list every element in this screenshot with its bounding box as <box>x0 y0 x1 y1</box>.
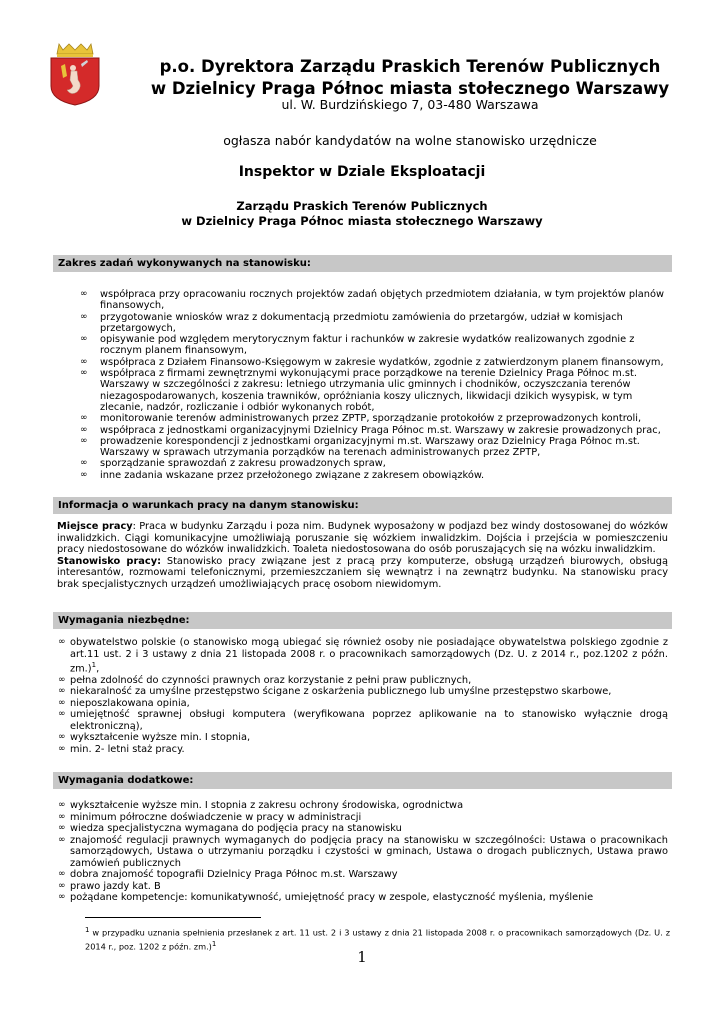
announcement: ogłasza nabór kandydatów na wolne stanowisko urzędnicze <box>223 133 597 148</box>
organization-line-1: Zarządu Praskich Terenów Publicznych <box>236 199 488 213</box>
list-item: ∞ przygotowanie wniosków wraz z dokumentacją przedmiotu zamówienia do przetargów, udział w komisjach przetargowych, <box>80 312 670 335</box>
list-item: ∞ wykształcenie wyższe min. I stopnia z zakresu ochrony środowiska, ogrodnictwa <box>58 800 668 812</box>
section-heading-conditions: Informacja o warunkach pracy na danym stanowisku: <box>53 497 672 514</box>
list-item: ∞ pożądane kompetencje: komunikatywność, umiejętność pracy w zespole, elastyczność myślenia, myślenie <box>58 892 668 904</box>
list-item: ∞ opisywanie pod względem merytorycznym faktur i rachunków w zakresie wydatków realizowanych zgodnie z rocznym planem finansowym, <box>80 334 670 357</box>
list-item: ∞ umiejętność sprawnej obsługi komputera (weryfikowana poprzez aplikowanie na to stanowisko wyłącznie drogą elektroniczną), <box>58 709 668 732</box>
footnote-ref: 1 <box>91 661 97 669</box>
footnote-divider <box>85 917 261 918</box>
work-place-text: : Praca w budynku Zarządu i poza nim. Budynek wyposażony w podjazd bez windy dostosowanej do wózków inwalidzkich. Ciągi komunikacyjne umożliwiają poruszanie się wózkiem inwalidzkim. Dojścia i przejścia w pomieszczeniu pracy niedostosowane do wózków inwalidzkich. Toaleta niedostosowana do osób poruszających się na wózku inwalidzkim. <box>57 521 668 555</box>
position-title: Inspektor w Dziale Eksploatacji <box>238 164 486 180</box>
list-item: ∞ współpraca z firmami zewnętrznymi wykonującymi prace porządkowe na terenie Dzielnicy Praga Północ m.st. Warszawy w szczególności z zakresu: letniego utrzymania ulic gminnych i chodników, oczyszczania terenów niezagospodarowanych, koszenia trawników, opróżniania koszy ulicznych, likwidacji dzikich wysypisk, w tym zlecanie, nadzór, rozliczanie i odbiór wykonanych robót, <box>80 368 670 413</box>
list-item: ∞ wykształcenie wyższe min. I stopnia, <box>58 732 668 744</box>
list-item: ∞ prawo jazdy kat. B <box>58 881 668 893</box>
list-item: ∞ sporządzanie sprawozdań z zakresu prowadzonych spraw, <box>80 458 670 469</box>
list-item: ∞ obywatelstwo polskie (o stanowisko mogą ubiegać się również osoby nie posiadające obywatelstwa polskiego zgodnie z art.11 ust. 2 i 3 ustawy z dnia 21 listopada 2008 r. o pracownikach samorządowych (Dz. U. z 2014 r., poz.1202 z późn. zm.)$^1$, <box>58 637 668 675</box>
list-item: ∞ dobra znajomość topografii Dzielnicy Praga Północ m.st. Warszawy <box>58 869 668 881</box>
required-list <box>58 637 668 755</box>
workstation-text: Stanowisko pracy związane jest z pracą przy komputerze, obsługą urządzeń biurowych, obsługą interesantów, rozmowami telefonicznymi, przemieszczaniem się wewnątrz i na zewnątrz budynku. Na stanowisku pracy brak specjalistycznych urządzeń umożliwiających pracę osobom niewidomym. <box>57 555 668 590</box>
page-number: 1 <box>357 948 367 966</box>
warsaw-crest-logo <box>47 40 103 106</box>
work-place-label: Miejsce pracy <box>57 521 133 532</box>
list-item: ∞ niekaralność za umyślne przestępstwo ścigane z oskarżenia publicznego lub umyślne przestępstwo skarbowe, <box>58 686 668 698</box>
list-item: ∞ prowadzenie korespondencji z jednostkami organizacyjnymi m.st. Warszawy oraz Dzielnicy Praga Północ m.st. Warszawy w sprawach utrzymania porządków na terenach administrowanych przez ZPTP, <box>80 436 670 459</box>
list-item: ∞ inne zadania wskazane przez przełożonego związane z zakresem obowiązków. <box>80 470 670 481</box>
footnote: $^1$ w przypadku uznania spełnienia przesłanek z art. 11 ust. 2 i 3 ustawy z dnia 21 listopada 2008 r. o pracownikach samorządowych (Dz. U. z 2014 r., poz. 1202 z późn. zm.)$^1$ <box>85 926 670 952</box>
title-line-1: p.o. Dyrektora Zarządu Praskich Terenów Publicznych <box>159 57 661 76</box>
organization-line-2: w Dzielnicy Praga Północ miasta stołecznego Warszawy <box>181 214 543 228</box>
list-item: ∞ minimum półroczne doświadczenie w pracy w administracji <box>58 812 668 824</box>
title-line-2: w Dzielnicy Praga Północ miasta stołecznego Warszawy <box>150 79 670 98</box>
work-place-paragraph <box>57 521 668 590</box>
list-item: ∞ znajomość regulacji prawnych wymaganych do podjęcia pracy na stanowisku w szczególności: Ustawa o pracownikach samorządowych, Ustawa o utrzymaniu porządku i czystości w gminach, Ustawa o drogach publicznych, Ustawa prawo zamówień publicznych <box>58 835 668 870</box>
address: ul. W. Burdzińskiego 7, 03-480 Warszawa <box>281 97 539 112</box>
section-heading-duties: Zakres zadań wykonywanych na stanowisku: <box>53 255 672 272</box>
list-item: ∞ monitorowanie terenów administrowanych przez ZPTP, sporządzanie protokołów z przeprowadzonych kontroli, <box>80 413 670 424</box>
list-item: ∞ nieposzlakowana opinia, <box>58 698 668 710</box>
list-item: ∞ współpraca przy opracowaniu rocznych projektów zadań objętych przedmiotem działania, w tym projektów planów finansowych, <box>80 289 670 312</box>
list-item: ∞ współpraca z Działem Finansowo-Księgowym w zakresie wydatków, zgodnie z zatwierdzonym planem finansowym, <box>80 357 670 368</box>
additional-list <box>58 800 668 904</box>
section-heading-required: Wymagania niezbędne: <box>53 612 672 629</box>
duties-list <box>80 289 670 481</box>
list-item: ∞ min. 2- letni staż pracy. <box>58 744 668 756</box>
list-item: ∞ pełna zdolność do czynności prawnych oraz korzystanie z pełni praw publicznych, <box>58 675 668 687</box>
list-item: ∞ współpraca z jednostkami organizacyjnymi Dzielnicy Praga Północ m.st. Warszawy w zakresie prowadzonych prac, <box>80 425 670 436</box>
list-item: ∞ wiedza specjalistyczna wymagana do podjęcia pracy na stanowisku <box>58 823 668 835</box>
workstation-label: Stanowisko pracy: <box>57 555 161 567</box>
section-heading-additional: Wymagania dodatkowe: <box>53 772 672 789</box>
